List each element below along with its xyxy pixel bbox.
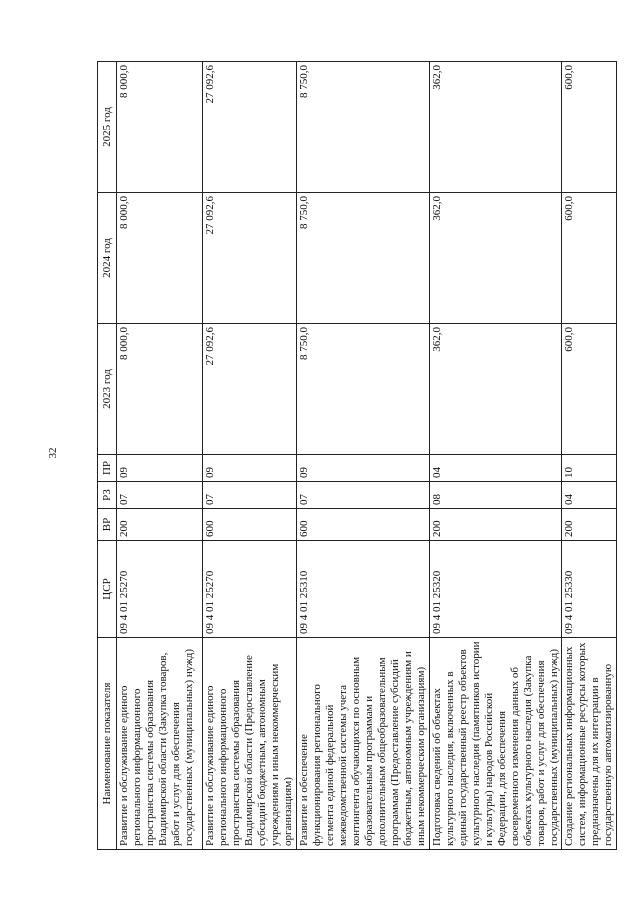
row-vr: 600 <box>203 509 297 541</box>
row-2023: 8 750,0 <box>296 324 429 455</box>
row-2023: 362,0 <box>429 324 562 455</box>
row-name: Создание региональных информационных систем, информационные ресурсы которых предназначены для их интеграции в государственную автоматизированную <box>562 638 617 850</box>
row-rz: 07 <box>117 482 203 509</box>
row-2024: 27 092,6 <box>203 193 297 324</box>
table-row <box>429 62 562 850</box>
row-csr: 09 4 01 25310 <box>296 541 429 638</box>
table-row <box>296 62 429 850</box>
row-vr: 200 <box>429 509 562 541</box>
row-rz: 08 <box>429 482 562 509</box>
row-vr: 200 <box>562 509 617 541</box>
row-pr: 09 <box>117 455 203 482</box>
row-rz: 07 <box>296 482 429 509</box>
row-pr: 09 <box>203 455 297 482</box>
row-2024: 600,0 <box>562 193 617 324</box>
row-name: Развитие и обеспечение функционирования регионального сегмента единой федеральной межведомственной системы учета контингента обучающихся по основным образовательным программам и дополнительным общеобразовательным программам (Предоставление субсидий бюджетным, автономным учреждениям и иным некоммерческим организациям) <box>296 638 429 850</box>
row-pr: 09 <box>296 455 429 482</box>
row-2025: 8 000,0 <box>117 62 203 193</box>
rotated-table-frame <box>97 62 615 850</box>
row-2025: 27 092,6 <box>203 62 297 193</box>
row-name: Развитие и обслуживание единого регионального информационного пространства системы образования Владимирской области (Предоставление субсидий бюджетным, автономным учреждениям и иным некоммерческим организациям) <box>203 638 297 850</box>
row-csr: 09 4 01 25320 <box>429 541 562 638</box>
row-vr: 600 <box>296 509 429 541</box>
header-rz: РЗ <box>98 482 117 509</box>
row-name: Развитие и обслуживание единого регионального информационного пространства системы образования Владимирской области (Закупка товаров, работ и услуг для обеспечения государственных (муниципальных) нужд) <box>117 638 203 850</box>
row-2025: 362,0 <box>429 62 562 193</box>
header-2025: 2025 год <box>98 62 117 193</box>
table-row <box>203 62 297 850</box>
row-csr: 09 4 01 25270 <box>117 541 203 638</box>
header-pr: ПР <box>98 455 117 482</box>
header-vr: ВР <box>98 509 117 541</box>
row-rz: 04 <box>562 482 617 509</box>
row-2023: 27 092,6 <box>203 324 297 455</box>
header-2024: 2024 год <box>98 193 117 324</box>
row-pr: 10 <box>562 455 617 482</box>
page-number: 32 <box>47 447 59 459</box>
row-pr: 04 <box>429 455 562 482</box>
budget-table <box>97 61 617 850</box>
table-container <box>97 62 615 850</box>
row-2024: 8 750,0 <box>296 193 429 324</box>
row-csr: 09 4 01 25330 <box>562 541 617 638</box>
header-name: Наименование показателя <box>98 638 117 850</box>
row-2023: 600,0 <box>562 324 617 455</box>
row-2025: 8 750,0 <box>296 62 429 193</box>
row-rz: 07 <box>203 482 297 509</box>
table-row <box>117 62 203 850</box>
header-csr: ЦСР <box>98 541 117 638</box>
header-2023: 2023 год <box>98 324 117 455</box>
table-header-row <box>98 62 117 850</box>
row-name: Подготовка сведений об объектах культурного наследия, включенных в единый государственный реестр объектов культурного наследия (памятников истории и культуры) народов Российской Федерации, для обеспечения своевременного изменения данных об объектах культурного наследия (Закупка товаров, работ и услуг для обеспечения государственных (муниципальных) нужд) <box>429 638 562 850</box>
row-2025: 600,0 <box>562 62 617 193</box>
table-row <box>562 62 617 850</box>
row-2023: 8 000,0 <box>117 324 203 455</box>
row-2024: 8 000,0 <box>117 193 203 324</box>
row-vr: 200 <box>117 509 203 541</box>
row-csr: 09 4 01 25270 <box>203 541 297 638</box>
row-2024: 362,0 <box>429 193 562 324</box>
